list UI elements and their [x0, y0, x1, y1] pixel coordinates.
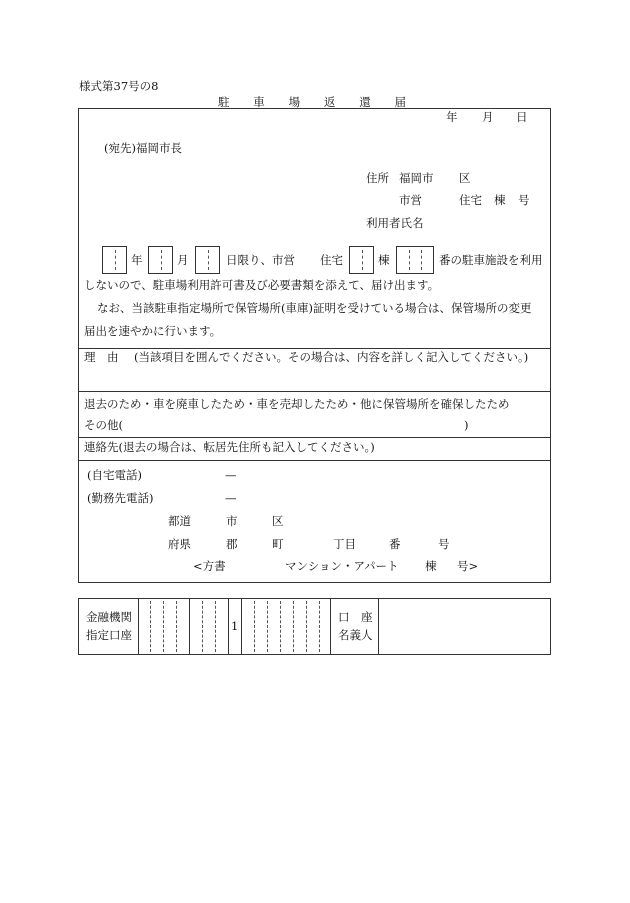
body-year: 年: [131, 253, 143, 267]
reason-note: (当該項目を囲んでください。その場合は、内容を詳しく記入してください。): [134, 350, 529, 364]
body-month: 月: [177, 253, 189, 267]
title-char: 車: [253, 95, 265, 109]
contact-ban: 番: [389, 537, 401, 551]
contact-heading: 連絡先(退去の場合は、転居先住所も記入してください。): [84, 440, 375, 454]
home-phone-label: (自宅電話): [87, 468, 142, 482]
body-line-2: しないので、駐車場利用許可書及び必要書類を添えて、届け出ます。: [84, 278, 440, 292]
divider: [78, 391, 551, 392]
user-name-label: 利用者氏名: [366, 216, 424, 230]
contact-go: 号: [438, 537, 450, 551]
month-digit-box[interactable]: [148, 246, 173, 274]
contact-chome: 丁目: [333, 537, 356, 551]
reason-heading: 理 由: [84, 350, 119, 364]
account-type-digit: 1: [231, 619, 239, 633]
date-month-label: 月: [482, 110, 494, 124]
work-phone-dash: —: [225, 491, 237, 505]
title-char: 還: [359, 95, 371, 109]
divider: [189, 598, 190, 655]
holder-label-1: 口 座: [338, 610, 373, 624]
body-line-3: なお、当該駐車指定場所で保管場所(車庫)証明を受けている場合は、保管場所の変更: [97, 301, 532, 315]
divider: [330, 598, 331, 655]
divider: [78, 437, 551, 438]
space-number-box[interactable]: [396, 246, 434, 274]
date-year-label: 年: [446, 110, 458, 124]
digit-separator: [306, 601, 307, 652]
contact-ku: 区: [272, 514, 284, 528]
day-digit-box[interactable]: [195, 246, 220, 274]
digit-separator: [215, 601, 216, 652]
year-digit-box[interactable]: [102, 246, 127, 274]
divider: [241, 598, 242, 655]
address-ward: 区: [459, 171, 471, 185]
title-char: 場: [288, 95, 301, 109]
title-char: 返: [323, 95, 336, 109]
contact-machi: 町: [272, 537, 284, 551]
digit-separator: [254, 601, 255, 652]
body-line-4: 届出を速やかに行います。: [84, 324, 222, 338]
address-housing: 住宅: [459, 193, 482, 207]
work-phone-label: (勤務先電話): [87, 491, 154, 505]
title-char: 届: [394, 95, 406, 109]
form-number: 様式第37号の8: [79, 79, 159, 93]
digit-separator: [150, 601, 151, 652]
divider: [378, 598, 379, 655]
home-phone-dash: —: [225, 468, 237, 482]
addressee: (宛先)福岡市長: [104, 141, 182, 155]
digit-separator: [163, 601, 164, 652]
contact-shi: 市: [226, 514, 238, 528]
reason-other-close: ): [464, 418, 469, 432]
digit-separator: [280, 601, 281, 652]
date-day-label: 日: [516, 110, 528, 124]
contact-gun: 郡: [226, 537, 238, 551]
reason-options[interactable]: 退去のため・車を廃車したため・車を売却したため・他に保管場所を確保したため: [84, 397, 510, 411]
address-number: 号: [518, 193, 530, 207]
holder-label-2: 名義人: [338, 628, 373, 642]
digit-separator: [267, 601, 268, 652]
digit-separator: [202, 601, 203, 652]
contact-room: 号>: [457, 559, 479, 573]
body-building: 棟: [378, 253, 390, 267]
address-building: 棟: [494, 193, 506, 207]
main-form-box: [78, 108, 551, 583]
contact-fuken: 府県: [168, 537, 191, 551]
contact-building: 棟: [425, 559, 437, 573]
bank-label-1: 金融機関: [86, 610, 132, 624]
divider: [78, 348, 551, 349]
title-char: 駐: [218, 95, 230, 109]
address-city: 福岡市: [399, 171, 434, 185]
bank-label-2: 指定口座: [86, 628, 132, 642]
body-until: 日限り、市営: [226, 253, 295, 267]
body-housing: 住宅: [320, 253, 343, 267]
divider: [78, 460, 551, 461]
building-digit-box[interactable]: [349, 246, 374, 274]
body-tail: 番の駐車施設を利用: [439, 253, 543, 267]
contact-care-of: <方書: [193, 559, 226, 573]
address-label: 住所: [366, 171, 389, 185]
divider: [228, 598, 229, 655]
account-holder-field[interactable]: [380, 600, 549, 653]
address-municipal: 市営: [399, 193, 422, 207]
reason-other-open: その他(: [84, 418, 123, 432]
digit-separator: [293, 601, 294, 652]
contact-mansion: マンション・アパート: [285, 559, 399, 573]
digit-separator: [176, 601, 177, 652]
digit-separator: [319, 601, 320, 652]
form-title: [218, 97, 406, 109]
contact-todo: 都道: [168, 514, 191, 528]
divider: [138, 598, 139, 655]
